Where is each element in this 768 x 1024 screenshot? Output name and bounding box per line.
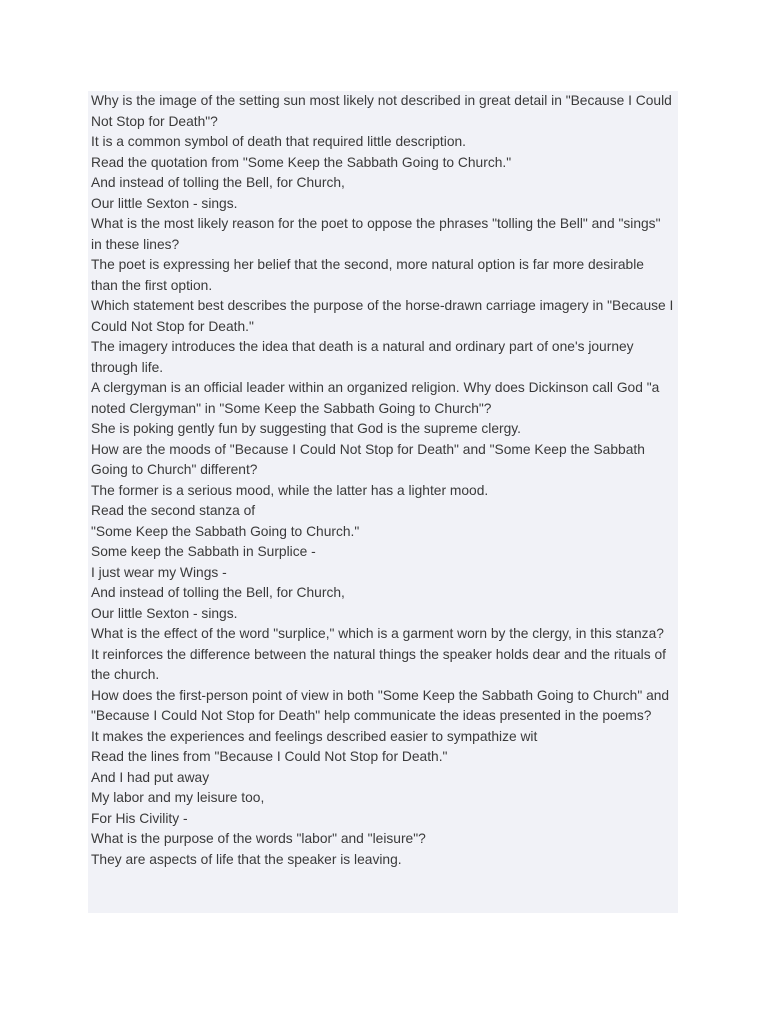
quote-line: Some keep the Sabbath in Surplice - — [91, 544, 316, 559]
question-line: How are the moods of "Because I Could Not Stop for Death" and "Some Keep the Sabbath Going to Church" different? — [91, 441, 649, 477]
answer-line: The former is a serious mood, while the latter has a lighter mood. — [91, 482, 489, 498]
quote-line: And instead of tolling the Bell, for Church, — [91, 175, 345, 190]
document-text-block — [88, 91, 678, 913]
question-line: Which statement best describes the purpose of the horse-drawn carriage imagery in "Because I Could Not Stop for Death." — [91, 298, 678, 334]
answer-line: The poet is expressing her belief that the second, more natural option is far more desirable than the first option. — [91, 257, 648, 293]
question-line: What is the effect of the word "surplice," which is a garment worn by the clergy, in this stanza? — [91, 626, 664, 641]
question-line: How does the first-person point of view in both "Some Keep the Sabbath Going to Church" and "Because I Could Not Stop for Death" help communicate the ideas presented in the poems? — [91, 687, 673, 723]
quote-line: Our little Sexton - sings. — [91, 195, 238, 211]
question-line: What is the most likely reason for the poet to oppose the phrases "tolling the Bell" and "sings" in these lines? — [91, 216, 665, 252]
answer-line: It reinforces the difference between the natural things the speaker holds dear and the rituals of the church. — [91, 646, 670, 682]
answer-line: The imagery introduces the idea that death is a natural and ordinary part of one's journey through life. — [91, 339, 638, 375]
prompt-line: "Some Keep the Sabbath Going to Church." — [91, 523, 360, 539]
prompt-line: Read the second stanza of — [91, 503, 256, 518]
answer-line: It makes the experiences and feelings described easier to sympathize wit — [91, 728, 538, 744]
quote-line: My labor and my leisure too, — [91, 790, 265, 805]
quote-line: I just wear my Wings - — [91, 564, 227, 580]
answer-line: She is poking gently fun by suggesting that God is the supreme clergy. — [91, 421, 521, 436]
question-line: A clergyman is an official leader within an organized religion. Why does Dickinson call God "a noted Clergyman" in "Some Keep the Sabbath Going to Church"? — [91, 380, 664, 416]
answer-line: It is a common symbol of death that required little description. — [91, 134, 466, 149]
quote-line: For His Civility - — [91, 810, 188, 826]
question-line: Why is the image of the setting sun most likely not described in great detail in "Because I Could Not Stop for Death"? — [91, 93, 676, 129]
answer-line: They are aspects of life that the speaker is leaving. — [91, 851, 402, 867]
prompt-line: Read the quotation from "Some Keep the Sabbath Going to Church." — [91, 154, 512, 170]
prompt-line: Read the lines from "Because I Could Not Stop for Death." — [91, 749, 448, 764]
question-line: What is the purpose of the words "labor" and "leisure"? — [91, 831, 426, 846]
quote-line: And I had put away — [91, 769, 210, 785]
quote-line: Our little Sexton - sings. — [91, 605, 238, 621]
quote-line: And instead of tolling the Bell, for Church, — [91, 585, 345, 600]
